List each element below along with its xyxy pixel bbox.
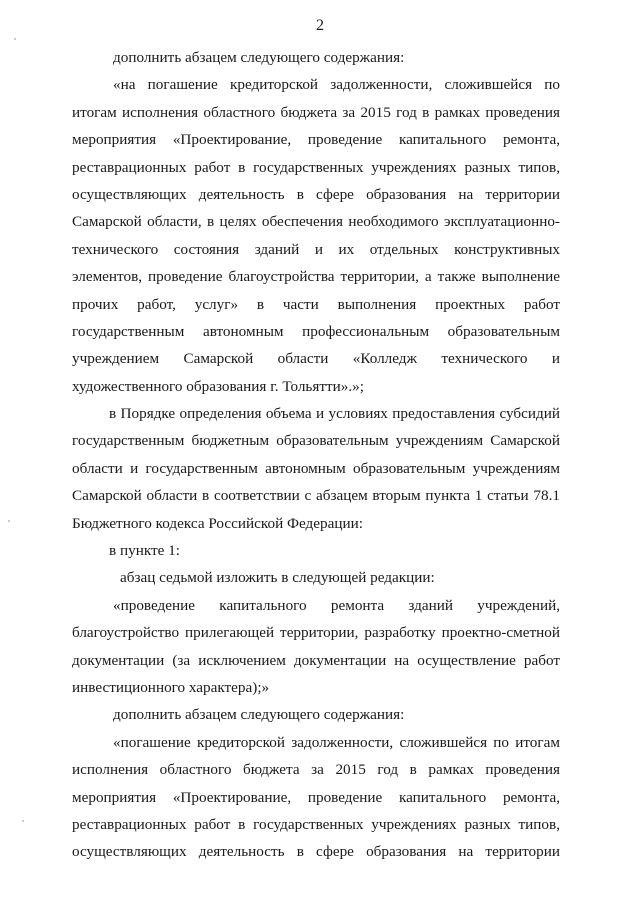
text-line: реставрационных работ в государственных учреждениях разных типов,	[72, 815, 560, 833]
text-line: государственным автономным профессиональным образовательным	[72, 322, 560, 340]
document-body	[72, 44, 560, 866]
paragraph	[72, 44, 560, 71]
text-line: абзац седьмой изложить в следующей редакции:	[120, 569, 435, 587]
text-line: дополнить абзацем следующего содержания:	[113, 49, 405, 66]
paragraph	[72, 537, 560, 564]
text-line: «на погашение кредиторской задолженности, сложившейся по	[113, 76, 560, 94]
page-number: 2	[316, 17, 324, 34]
text-line: области и государственным автономным образовательным учреждениям	[72, 459, 560, 477]
paragraph	[72, 564, 560, 591]
text-line: реставрационных работ в государственных учреждениях разных типов,	[72, 158, 560, 176]
paragraph	[72, 71, 560, 400]
text-line: в Порядке определения объема и условиях предоставления субсидий	[109, 405, 560, 423]
text-line: «погашение кредиторской задолженности, сложившейся по итогам	[113, 733, 560, 751]
text-line: в пункте 1:	[109, 542, 180, 560]
text-line: итогам исполнения областного бюджета за 2015 год в рамках проведения	[72, 103, 560, 121]
text-line: учреждением Самарской области «Колледж технического и	[72, 350, 560, 368]
text-line: Бюджетного кодекса Российской Федерации:	[72, 514, 363, 532]
text-line: инвестиционного характера);»	[72, 678, 270, 696]
paragraph	[72, 701, 560, 728]
scan-speck	[8, 520, 10, 522]
text-line: благоустройство прилегающей территории, разработку проектно-сметной	[72, 624, 560, 642]
text-line: мероприятия «Проектирование, проведение капитального ремонта,	[72, 788, 560, 806]
text-line: дополнить абзацем следующего содержания:	[113, 706, 405, 724]
text-line: элементов, проведение благоустройства территории, а также выполнение	[72, 268, 560, 286]
text-line: технического состояния зданий и их отдельных конструктивных	[72, 240, 560, 258]
text-line: Самарской области, в целях обеспечения необходимого эксплуатационно-	[72, 213, 560, 231]
text-line: Самарской области в соответствии с абзацем вторым пункта 1 статьи 78.1	[72, 487, 560, 505]
text-line: государственным бюджетным образовательным учреждениям Самарской	[72, 432, 560, 450]
scan-speck	[14, 38, 16, 40]
text-line: «проведение капитального ремонта зданий учреждений,	[113, 596, 560, 614]
paragraph	[72, 592, 560, 702]
text-line: исполнения областного бюджета за 2015 год в рамках проведения	[72, 761, 560, 779]
text-line: документации (за исключением документации на осуществление работ	[72, 651, 560, 669]
paragraph	[72, 400, 560, 537]
text-line: осуществляющих деятельность в сфере образования на территории	[72, 185, 560, 203]
text-line: мероприятия «Проектирование, проведение капитального ремонта,	[72, 131, 560, 149]
text-line: прочих работ, услуг» в части выполнения проектных работ	[72, 295, 560, 313]
scan-speck	[22, 820, 24, 822]
paragraph	[72, 729, 560, 866]
text-line: осуществляющих деятельность в сфере образования на территории	[72, 843, 560, 861]
text-line: художественного образования г. Тольятти».»;	[72, 377, 364, 395]
